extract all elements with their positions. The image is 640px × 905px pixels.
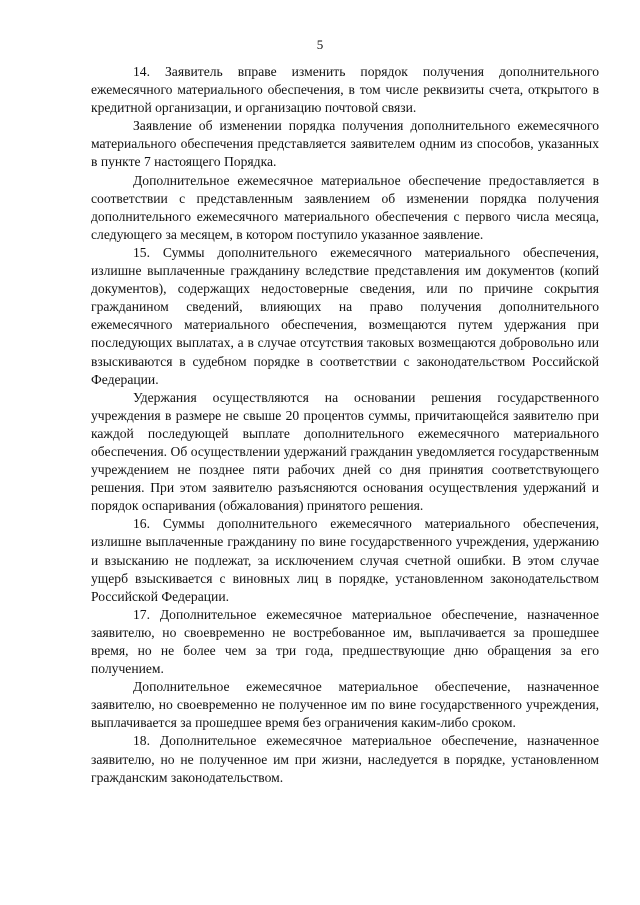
paragraph-14-application: Заявление об изменении порядка получения дополнительного ежемесячного материального обеспечения представляется заявителем одним из способов, указанных в пункте 7 настоящего Порядка.	[91, 118, 599, 170]
paragraph-17-unpaid: Дополнительное ежемесячное материальное обеспечение, назначенное заявителю, но своевременно не полученное им по вине государственного учреждения, выплачивается за прошедшее время без ограничения каким-либо сроком.	[91, 679, 599, 731]
paragraph-16: 16. Суммы дополнительного ежемесячного материального обеспечения, излишне выплаченные гражданину по вине государственного учреждения, удержанию и взысканию не подлежат, за исключением случая счетной ошибки. В этом случае ущерб взыскивается с виновных лиц в порядке, установленном законодательством Российской Федерации.	[91, 516, 599, 604]
paragraph-14: 14. Заявитель вправе изменить порядок получения дополнительного ежемесячного материального обеспечения, в том числе реквизиты счета, открытого в кредитной организации, и организацию почтовой связи.	[91, 64, 599, 116]
paragraph-15-deductions: Удержания осуществляются на основании решения государственного учреждения в размере не свыше 20 процентов суммы, причитающейся заявителю при каждой последующей выплате дополнительного ежемесячного материального обеспечения. Об осуществлении удержаний гражданин уведомляется государственным учреждением не позднее пяти рабочих дней со дня принятия соответствующего решения. При этом заявителю разъясняются основания осуществления удержаний и порядок оспаривания (обжалования) принятого решения.	[91, 389, 599, 514]
paragraph-15: 15. Суммы дополнительного ежемесячного материального обеспечения, излишне выплаченные гражданину вследствие представления им документов (копий документов), содержащих недостоверные сведения, или по причине сокрытия гражданином сведений, влияющих на право получения дополнительного ежемесячного материального обеспечения, возмещаются путем удержания при последующих выплатах, а в случае отсутствия таковых возмещаются добровольно или взыскиваются в судебном порядке в соответствии с законодательством Российской Федерации.	[91, 244, 599, 387]
page-number: 5	[316, 37, 324, 52]
document-body	[91, 63, 599, 787]
paragraph-17: 17. Дополнительное ежемесячное материальное обеспечение, назначенное заявителю, но своевременно не востребованное им, выплачивается за прошедшее время, но не более чем за три года, предшествующие дню обращения за его получением.	[91, 606, 599, 677]
paragraph-14-provision: Дополнительное ежемесячное материальное обеспечение предоставляется в соответствии с представленным заявлением об изменении порядка получения дополнительного ежемесячного материального обеспечения с первого числа месяца, следующего за месяцем, в котором поступило указанное заявление.	[91, 172, 599, 242]
paragraph-18: 18. Дополнительное ежемесячное материальное обеспечение, назначенное заявителю, но не полученное им при жизни, наследуется в порядке, установленном гражданским законодательством.	[91, 733, 599, 785]
